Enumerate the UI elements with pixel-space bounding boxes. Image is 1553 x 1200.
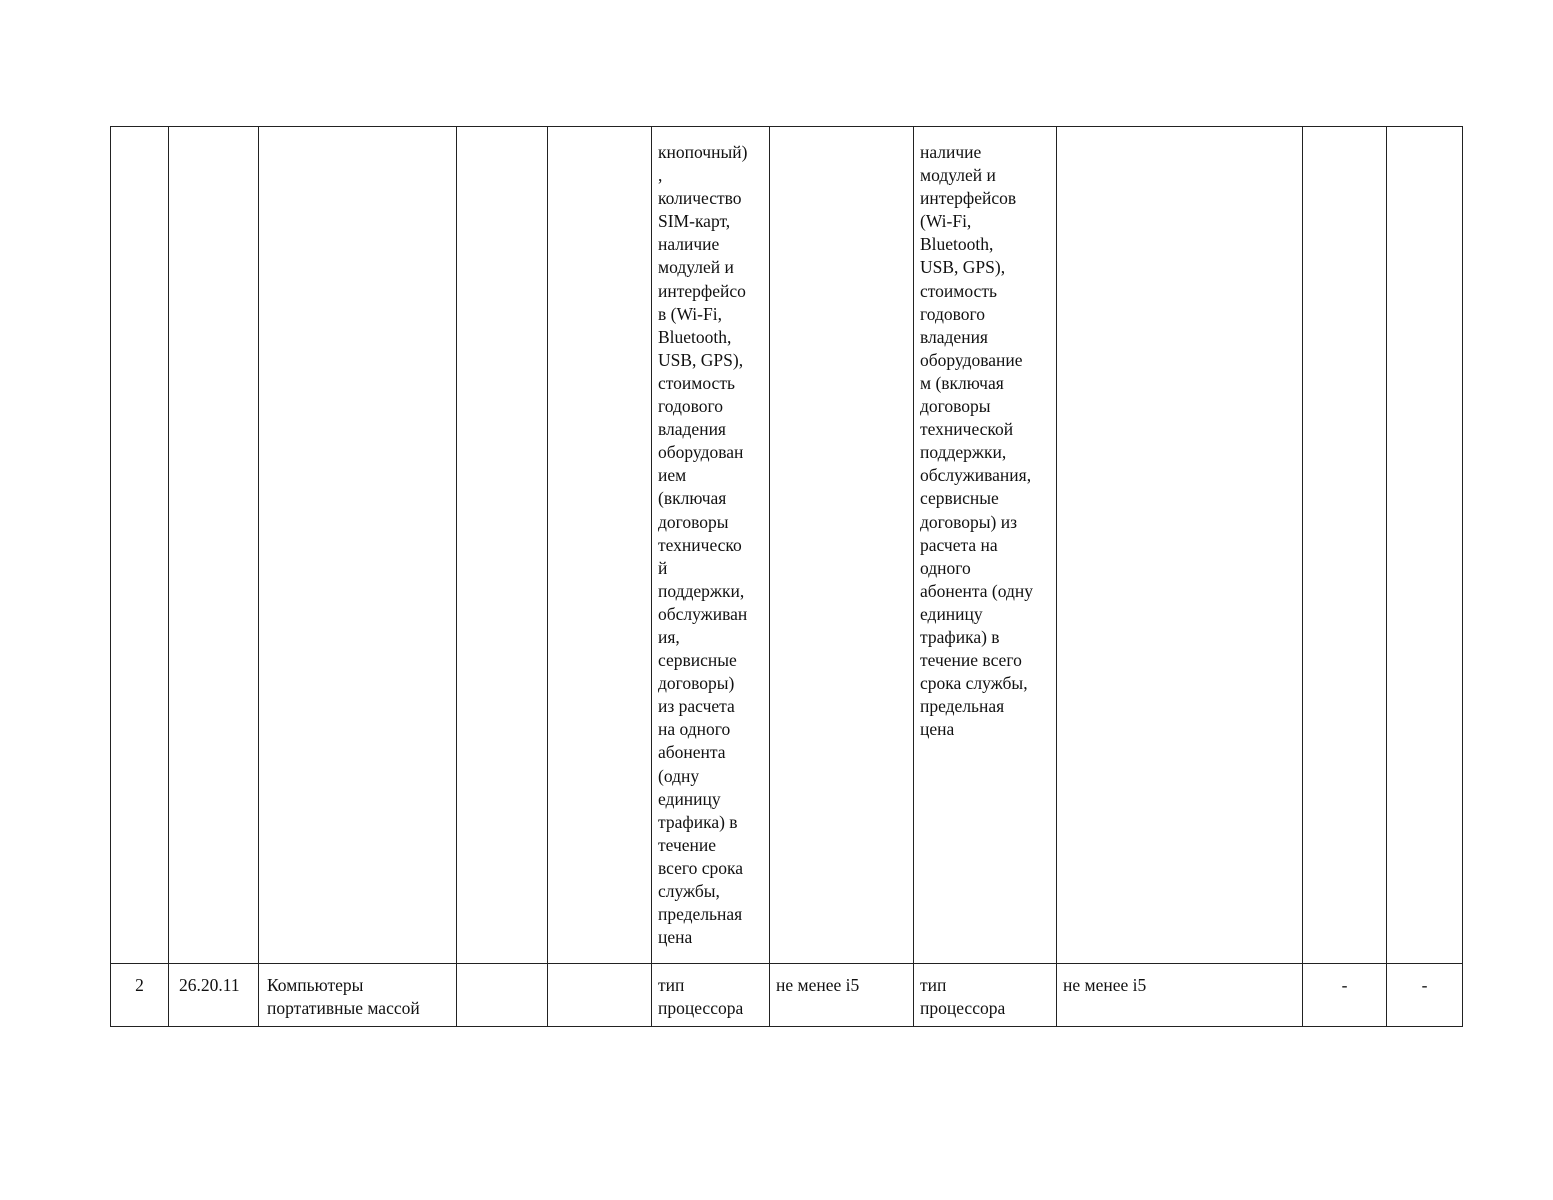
- cell-name: [259, 964, 457, 1027]
- okpd-code: 26.20.11: [179, 975, 240, 995]
- cell-number: [111, 964, 169, 1027]
- cell-characteristic-2: [914, 127, 1057, 964]
- cell-col-12: [1387, 964, 1463, 1027]
- cell-value: [770, 127, 914, 964]
- cell-empty-4: [457, 964, 548, 1027]
- cell-name: [259, 127, 457, 964]
- table-row: [111, 964, 1463, 1027]
- characteristic-text: тип процессора: [658, 975, 744, 1019]
- cell-characteristic-2: [914, 964, 1057, 1027]
- characteristic-text: кнопочный) , количество SIM-карт, наличие модулей и интерфейсо в (Wi-Fi, Bluetooth, USB, GPS), стоимость годового владения оборудован ием (включая договоры техническо й поддержки, обслуживан ия, сервисные договоры) из расчета на одного абонента (одну единицу трафика) в течение всего срока службы, предельная цена: [658, 142, 748, 948]
- table-row-continuation: [111, 127, 1463, 964]
- cell-value-2: [1057, 127, 1303, 964]
- cell-col-11: [1303, 127, 1387, 964]
- cell-empty-5: [548, 964, 652, 1027]
- cell-number: [111, 127, 169, 964]
- value-text: не менее i5: [776, 975, 860, 995]
- characteristic-text-2: тип процессора: [920, 975, 1006, 1019]
- dash-text: -: [1421, 975, 1428, 995]
- cell-empty-4: [457, 127, 548, 964]
- cell-okpd-code: [169, 127, 259, 964]
- cell-col-11: [1303, 964, 1387, 1027]
- item-name: Компьютеры портативные массой: [267, 975, 420, 1019]
- cell-okpd-code: [169, 964, 259, 1027]
- cell-empty-5: [548, 127, 652, 964]
- value-text-2: не менее i5: [1063, 975, 1147, 995]
- cell-value: [770, 964, 914, 1027]
- specification-table: [110, 126, 1463, 1027]
- cell-col-12: [1387, 127, 1463, 964]
- cell-value-2: [1057, 964, 1303, 1027]
- cell-characteristic: [652, 127, 770, 964]
- dash-text: -: [1341, 975, 1348, 995]
- characteristic-text-2: наличие модулей и интерфейсов (Wi-Fi, Bluetooth, USB, GPS), стоимость годового владения оборудование м (включая договоры технической поддержки, обслуживания, сервисные договоры) из расчета на одного абонента (одну единицу трафика) в течение всего срока службы, предельная цена: [920, 142, 1034, 740]
- cell-characteristic: [652, 964, 770, 1027]
- row-number: 2: [135, 975, 144, 995]
